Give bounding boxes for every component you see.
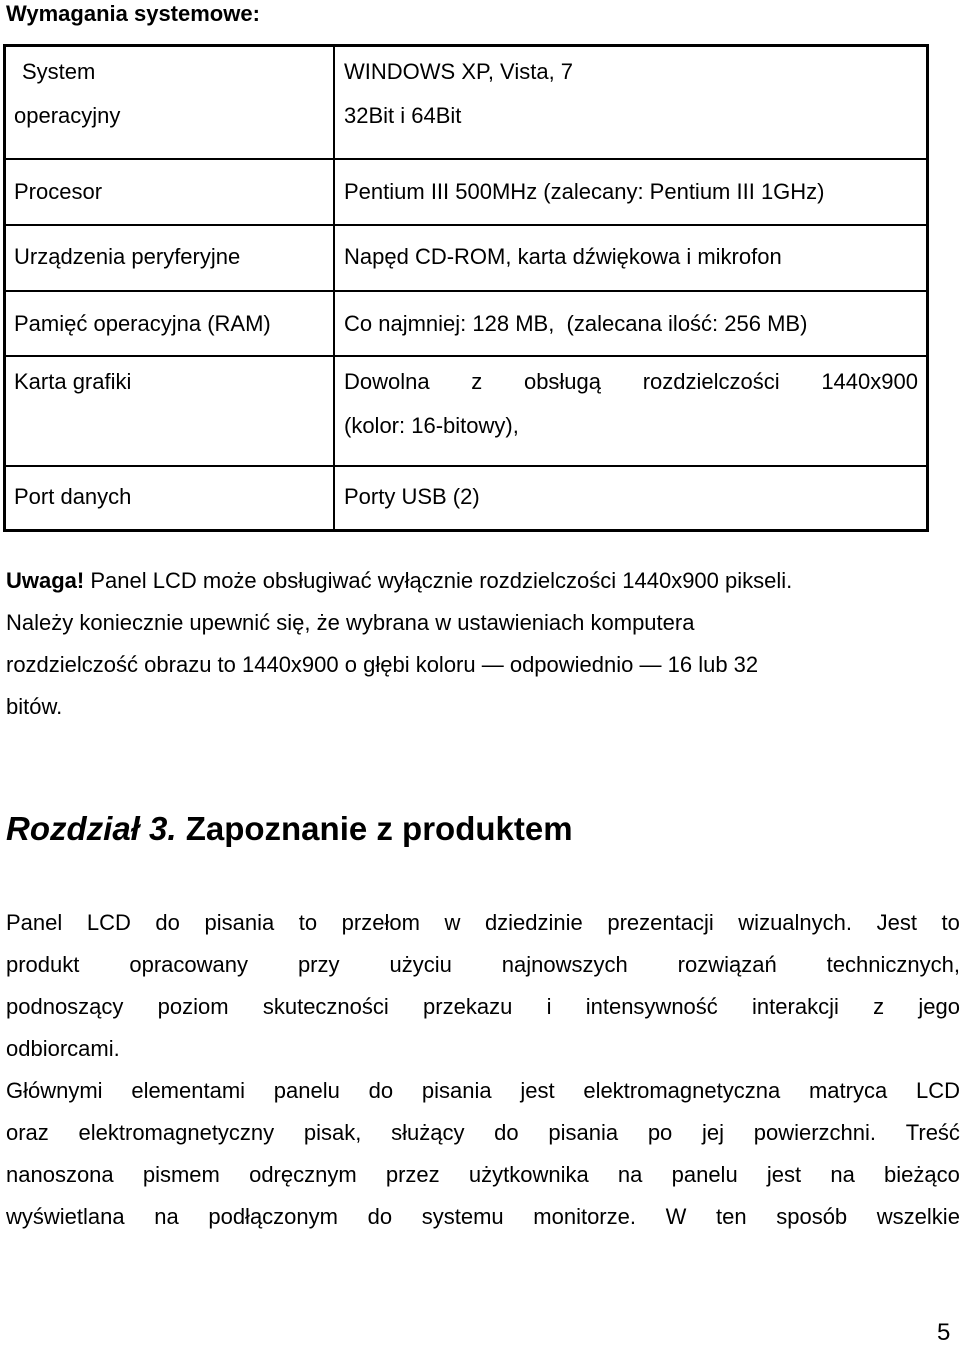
word: jest [520,1078,555,1103]
justified-line [344,360,918,404]
word: Treść [905,1120,960,1145]
requirement-value-line: Napęd CD-ROM, karta dźwiękowa i mikrofon [344,244,782,269]
word: na [830,1162,855,1187]
word: służący [391,1120,465,1145]
note-line: rozdzielczość obrazu to 1440x900 o głębi koloru — odpowiednio — 16 lub 32 [6,652,759,677]
system-requirements-table [3,44,929,532]
requirement-key-line: Pamięć operacyjna (RAM) [14,311,271,336]
word: przełom [341,910,420,935]
word: elementami [131,1078,246,1103]
word: technicznych, [826,952,960,977]
word: obsługą [523,369,602,394]
note-line [6,560,926,602]
word: interakcji [752,994,839,1019]
word: to [298,910,318,935]
requirement-value [334,159,928,225]
word: nanoszona [6,1162,114,1187]
word: przekazu [423,994,513,1019]
paragraph-line: odbiorcami. [6,1036,120,1061]
word: Głównymi [6,1078,103,1103]
word: i [546,994,552,1019]
requirement-value-line [344,357,918,404]
paragraph-line [6,944,960,986]
paragraph-line [6,986,960,1028]
word: opracowany [129,952,248,977]
requirement-value [334,291,928,356]
word: na [617,1162,643,1187]
table-row [5,356,928,466]
word: elektromagnetyczna [583,1078,781,1103]
word: powierzchni. [753,1120,877,1145]
word: jego [918,994,960,1019]
word: przez [385,1162,440,1187]
word: pismem [142,1162,220,1187]
requirement-value-line: WINDOWS XP, Vista, 7 [344,59,574,84]
requirement-value-line: (kolor: 16-bitowy), [344,413,519,438]
word: po [647,1120,673,1145]
word: intensywność [585,994,718,1019]
requirement-value-line: Porty USB (2) [344,484,480,509]
requirement-value-line: 32Bit i 64Bit [344,103,462,128]
table-row [5,46,928,160]
word: podłączonym [208,1204,338,1229]
word: monitorze. [533,1204,636,1229]
word: jej [702,1120,725,1145]
word: z [471,369,483,394]
paragraph-line [6,1196,960,1238]
word: to [941,910,960,935]
word: na [154,1204,179,1229]
paragraph-line [6,1112,960,1154]
word: bieżąco [884,1162,960,1187]
requirement-key [5,225,335,291]
word: panelu [273,1078,340,1103]
word: w [444,910,461,935]
word: sposób [776,1204,848,1229]
word: dziedzinie [484,910,583,935]
word: Panel [6,910,63,935]
word: oraz [6,1120,49,1145]
chapter-heading [6,806,573,852]
chapter-title: Zapoznanie z produktem [176,810,573,847]
word: elektromagnetyczny [78,1120,275,1145]
word: przy [297,952,340,977]
requirement-key-line: Urządzenia peryferyjne [14,244,241,269]
word: LCD [86,910,131,935]
table-row [5,159,928,225]
word: użyciu [389,952,452,977]
requirement-key-line: Karta grafiki [14,369,132,394]
word: do [367,1204,393,1229]
word: pisania [548,1120,619,1145]
word: użytkownika [468,1162,589,1187]
table-row [5,291,928,356]
requirement-key-line: Port danych [14,484,132,509]
word: z [873,994,885,1019]
word: prezentacji [607,910,714,935]
requirement-value [334,466,928,531]
chapter-number: Rozdział 3. [6,810,177,847]
word: do [494,1120,519,1145]
word: podnoszący [6,994,124,1019]
word: pisania [204,910,275,935]
word: wszelkie [876,1204,960,1229]
note-line: bitów. [6,694,63,719]
word: do [368,1078,394,1103]
word: Dowolna [344,369,430,394]
word: W [665,1204,687,1229]
requirement-key-line: Procesor [14,179,103,204]
word: 1440x900 [821,369,918,394]
paragraph [6,1070,960,1238]
note-text: Panel LCD może obsługiwać wyłącznie rozdzielczości 1440x900 pikseli. [84,568,793,593]
section-heading: Wymagania systemowe: [6,1,260,26]
word: do [155,910,180,935]
requirement-value [334,225,928,291]
word: rozdzielczości [642,369,780,394]
table-row [5,225,928,291]
word: LCD [915,1078,960,1103]
requirement-key-line: System [22,59,96,84]
requirement-key [5,466,335,531]
word: odręcznym [249,1162,357,1187]
paragraph-line [6,1154,960,1196]
requirement-key [5,291,335,356]
requirement-value-line: Pentium III 500MHz (zalecany: Pentium III 1GHz) [344,179,825,204]
note-label: Uwaga! [6,568,85,593]
requirement-key-line: operacyjny [14,103,121,128]
word: pisak, [303,1120,362,1145]
word: skuteczności [262,994,389,1019]
note-line: Należy koniecznie upewnić się, że wybrana w ustawieniach komputera [6,610,695,635]
word: jest [766,1162,802,1187]
table-row [5,466,928,531]
word: najnowszych [501,952,628,977]
requirement-key [5,46,335,160]
paragraph [6,902,960,1070]
page-number: 5 [937,1319,951,1346]
word: rozwiązań [677,952,777,977]
requirement-value-line: Co najmniej: 128 MB, (zalecana ilość: 256 MB) [344,311,808,336]
warning-note [6,560,926,728]
requirement-key [5,356,335,466]
word: Jest [876,910,917,935]
word: ten [716,1204,747,1229]
word: produkt [6,952,80,977]
word: pisania [421,1078,492,1103]
requirement-value [334,356,928,466]
word: wizualnych. [738,910,853,935]
requirement-key [5,159,335,225]
word: systemu [421,1204,504,1229]
word: poziom [157,994,229,1019]
word: panelu [671,1162,738,1187]
paragraph-line [6,1070,960,1112]
paragraph-line [6,902,960,944]
word: matryca [808,1078,888,1103]
requirement-value [334,46,928,160]
word: wyświetlana [6,1204,125,1229]
